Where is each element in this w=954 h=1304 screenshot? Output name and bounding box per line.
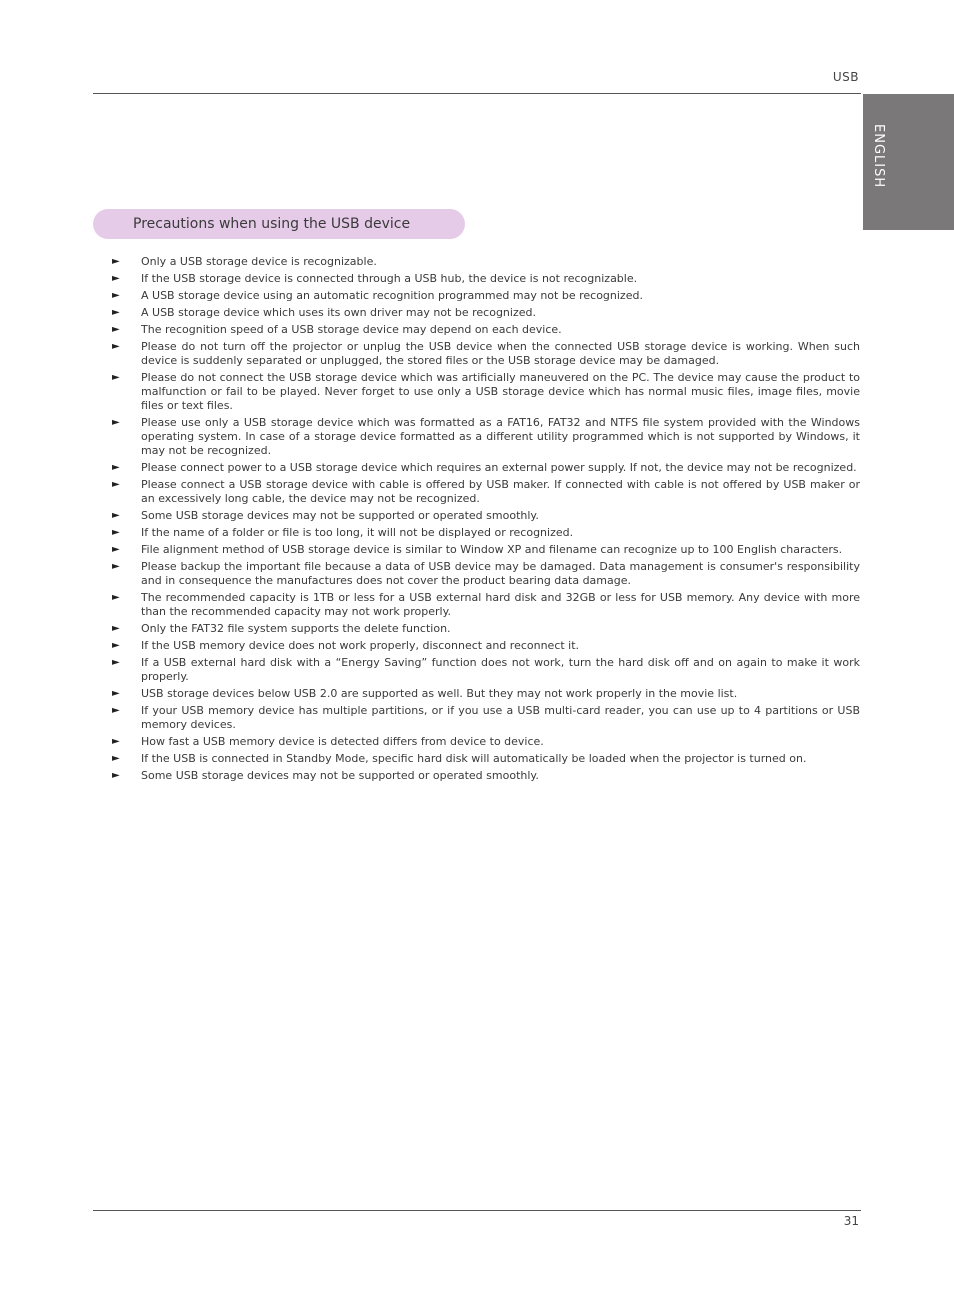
- bullet-arrow-icon: ►: [112, 561, 120, 572]
- list-item-text: If the USB memory device does not work properly, disconnect and reconnect it.: [141, 639, 580, 652]
- list-item: [112, 416, 860, 458]
- bullet-arrow-icon: ►: [112, 341, 120, 352]
- list-item: [112, 478, 860, 506]
- bullet-arrow-icon: ►: [112, 324, 120, 335]
- bullet-arrow-icon: ►: [112, 307, 120, 318]
- list-item: [112, 591, 860, 619]
- language-tab-label: ENGLISH: [871, 124, 886, 189]
- list-item-text: How fast a USB memory device is detected differs from device to device.: [141, 735, 544, 748]
- list-item-text: A USB storage device which uses its own driver may not be recognized.: [141, 306, 536, 319]
- list-item: [112, 272, 860, 286]
- bullet-arrow-icon: ►: [112, 256, 120, 267]
- bullet-arrow-icon: ►: [112, 770, 120, 781]
- page-number: 31: [843, 1214, 859, 1228]
- list-item: [112, 639, 860, 653]
- list-item: [112, 340, 860, 368]
- list-item-text: If the name of a folder or file is too long, it will not be displayed or recognized.: [141, 526, 574, 539]
- list-item: [112, 371, 860, 413]
- list-item-text: Some USB storage devices may not be supported or operated smoothly.: [141, 769, 539, 782]
- list-item: [112, 526, 860, 540]
- list-item-text: USB storage devices below USB 2.0 are supported as well. But they may not work properly in the movie list.: [141, 687, 738, 700]
- list-item: [112, 323, 860, 337]
- bullet-arrow-icon: ►: [112, 417, 120, 428]
- list-item-text: File alignment method of USB storage device is similar to Window XP and filename can recognize up to 100 English characters.: [141, 543, 843, 556]
- header-divider: [93, 93, 861, 94]
- list-item: [112, 255, 860, 269]
- list-item-text: The recommended capacity is 1TB or less for a USB external hard disk and 32GB or less for USB memory. Any device with more than the recommended capacity may not work properly.: [141, 591, 860, 618]
- header-section-label: USB: [832, 70, 859, 84]
- list-item: [112, 560, 860, 588]
- bullet-arrow-icon: ►: [112, 753, 120, 764]
- list-item: [112, 656, 860, 684]
- list-item-text: If your USB memory device has multiple partitions, or if you use a USB multi-card reader, you can use up to 4 partitions or USB memory devices.: [141, 704, 860, 731]
- list-item: [112, 752, 860, 766]
- bullet-arrow-icon: ►: [112, 640, 120, 651]
- list-item-text: Please connect a USB storage device with cable is offered by USB maker. If connected with cable is not offered by USB maker or an excessively long cable, the device may not be recognized.: [141, 478, 860, 505]
- list-item: [112, 543, 860, 557]
- bullet-arrow-icon: ►: [112, 623, 120, 634]
- bullet-arrow-icon: ►: [112, 372, 120, 383]
- list-item: [112, 289, 860, 303]
- list-item-text: If the USB storage device is connected through a USB hub, the device is not recognizable.: [141, 272, 638, 285]
- list-item-text: Only the FAT32 file system supports the delete function.: [141, 622, 451, 635]
- list-item-text: If the USB is connected in Standby Mode, specific hard disk will automatically be loaded when the projector is turned on.: [141, 752, 807, 765]
- list-item-text: Please do not connect the USB storage device which was artificially maneuvered on the PC. The device may cause the product to malfunction or fail to be played. Never forget to use only a USB storage device which has normal music files, image files, movie files or text files.: [141, 371, 860, 412]
- bullet-arrow-icon: ►: [112, 657, 120, 668]
- bullet-arrow-icon: ►: [112, 592, 120, 603]
- list-item-text: If a USB external hard disk with a “Energy Saving” function does not work, turn the hard disk off and on again to make it work properly.: [141, 656, 860, 683]
- bullet-arrow-icon: ►: [112, 479, 120, 490]
- list-item: [112, 461, 860, 475]
- list-item: [112, 306, 860, 320]
- list-item-text: Only a USB storage device is recognizable.: [141, 255, 377, 268]
- footer-divider: [93, 1210, 861, 1211]
- list-item-text: Please use only a USB storage device which was formatted as a FAT16, FAT32 and NTFS file system provided with the Windows operating system. In case of a storage device formatted as a different utility programmed which is not supported by Windows, it may not be recognized.: [141, 416, 860, 457]
- bullet-arrow-icon: ►: [112, 736, 120, 747]
- bullet-arrow-icon: ►: [112, 527, 120, 538]
- list-item-text: Please connect power to a USB storage device which requires an external power supply. If not, the device may not be recognized.: [141, 461, 857, 474]
- bullet-arrow-icon: ►: [112, 510, 120, 521]
- list-item-text: The recognition speed of a USB storage device may depend on each device.: [141, 323, 562, 336]
- bullet-arrow-icon: ►: [112, 273, 120, 284]
- list-item: [112, 509, 860, 523]
- list-item-text: Some USB storage devices may not be supported or operated smoothly.: [141, 509, 539, 522]
- bullet-arrow-icon: ►: [112, 688, 120, 699]
- list-item: [112, 735, 860, 749]
- list-item: [112, 622, 860, 636]
- list-item: [112, 769, 860, 783]
- bullet-arrow-icon: ►: [112, 290, 120, 301]
- bullet-arrow-icon: ►: [112, 462, 120, 473]
- bullet-arrow-icon: ►: [112, 544, 120, 555]
- section-title: Precautions when using the USB device: [133, 216, 411, 232]
- bullet-arrow-icon: ►: [112, 705, 120, 716]
- list-item-text: A USB storage device using an automatic recognition programmed may not be recognized.: [141, 289, 643, 302]
- list-item-text: Please do not turn off the projector or unplug the USB device when the connected USB storage device is working. When such device is suddenly separated or unplugged, the stored files or the USB storage device may be damaged.: [141, 340, 860, 367]
- section-heading-pill: [93, 209, 465, 239]
- list-item: [112, 704, 860, 732]
- list-item-text: Please backup the important file because a data of USB device may be damaged. Data management is consumer's responsibility and in consequence the manufactures does not cover the product bearing data damage.: [141, 560, 860, 587]
- list-item: [112, 687, 860, 701]
- precautions-list: [112, 255, 860, 786]
